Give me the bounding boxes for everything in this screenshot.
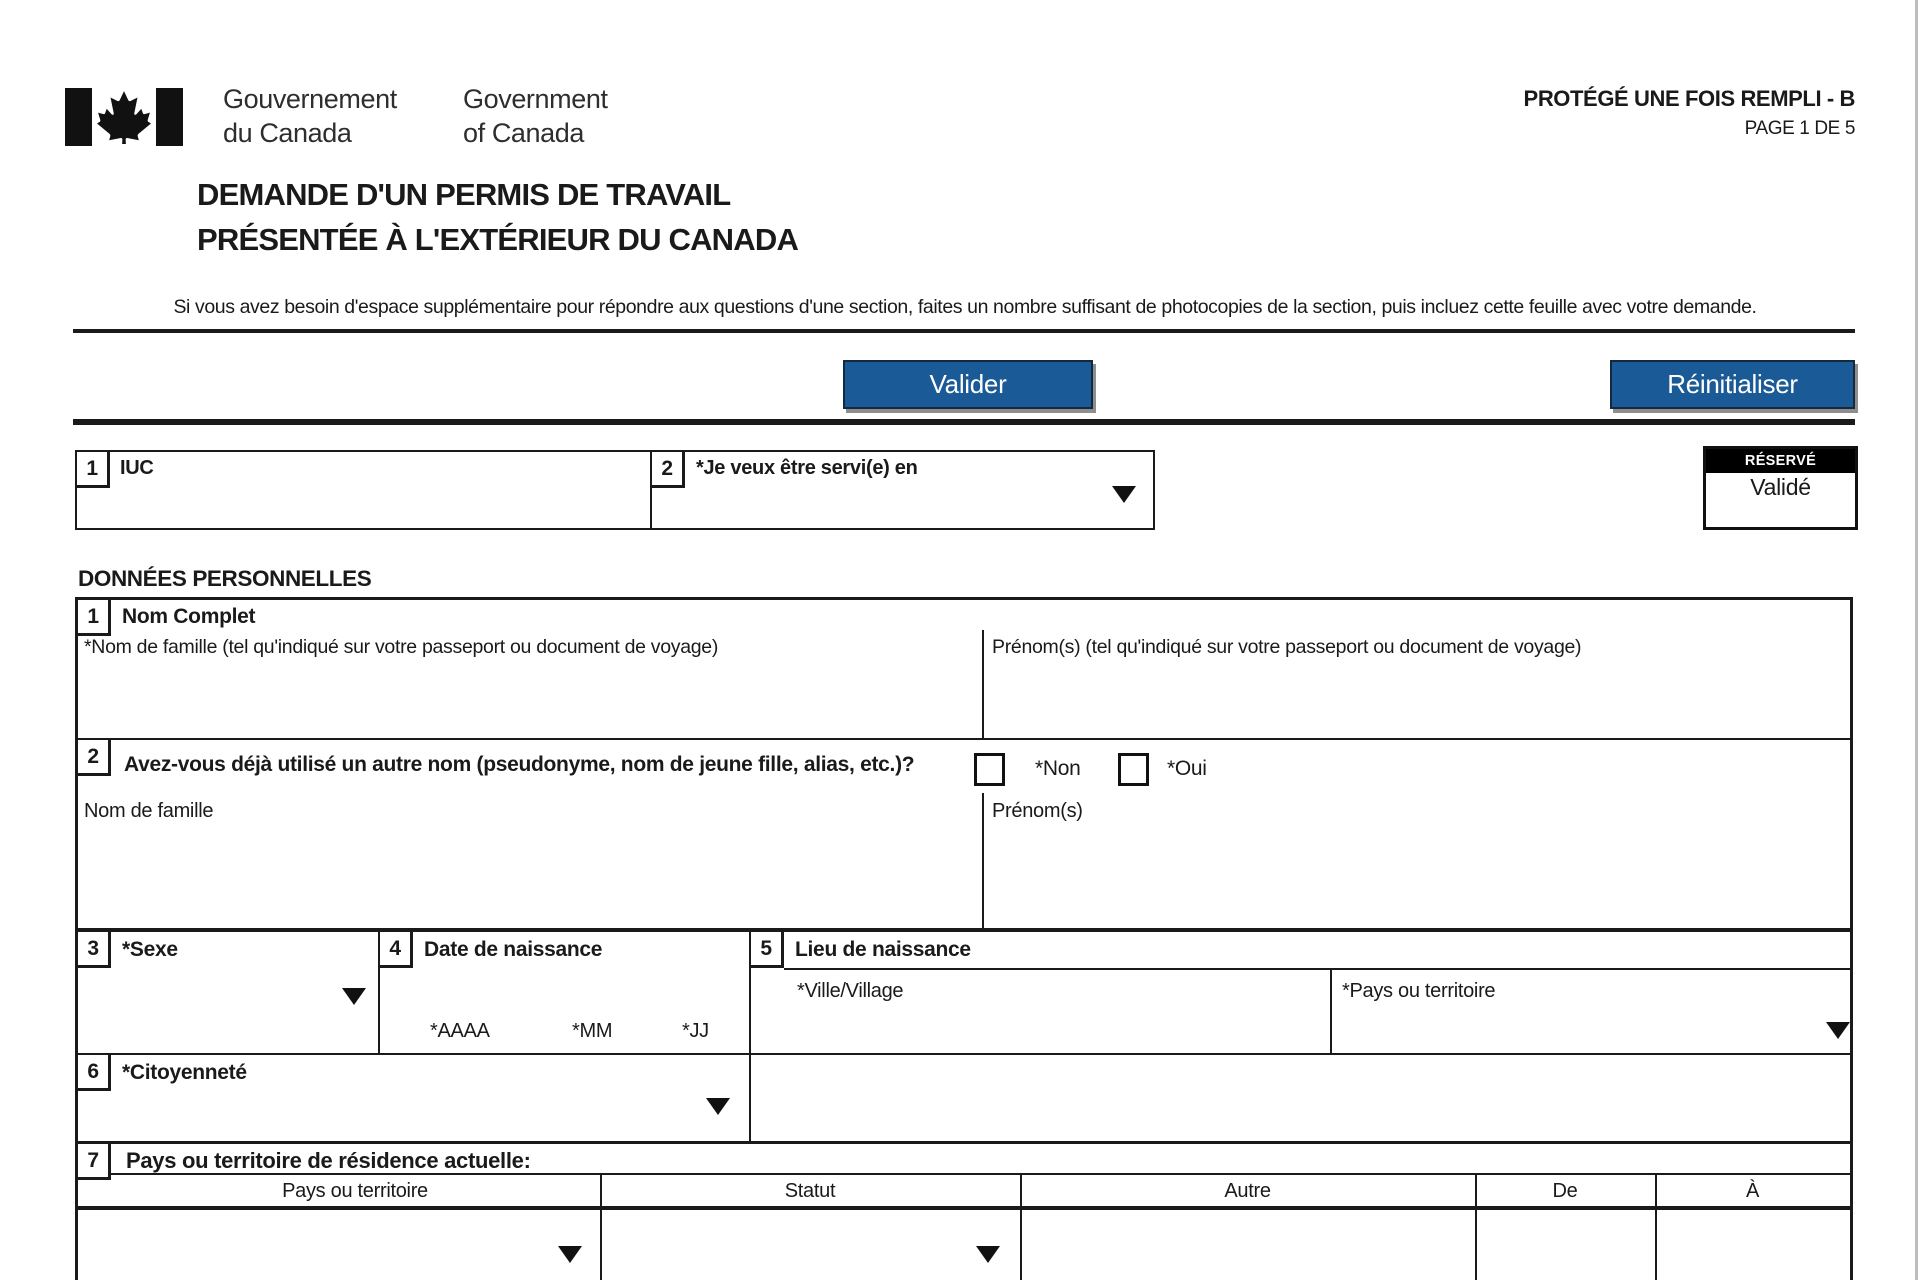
dob-month-label: *MM <box>572 1020 613 1042</box>
language-select[interactable] <box>654 470 1152 527</box>
citizenship-select[interactable] <box>80 1090 746 1138</box>
other-family-name-input[interactable] <box>80 830 978 925</box>
residence-label: Pays ou territoire de résidence actuelle: <box>126 1148 531 1173</box>
divider <box>75 1206 1853 1210</box>
field-number-badge: 3 <box>78 932 111 968</box>
section-title-personal-data: DONNÉES PERSONNELLES <box>78 566 372 591</box>
form-title-line1: DEMANDE D'UN PERMIS DE TRAVAIL <box>197 177 731 212</box>
wordmark-en-line2: of Canada <box>463 118 584 148</box>
form-title <box>197 172 798 262</box>
no-label: *Non <box>1035 757 1081 780</box>
form-title-line2: PRÉSENTÉE À L'EXTÉRIEUR DU CANADA <box>197 222 799 257</box>
column-header-status: Statut <box>784 1180 836 1202</box>
other-given-name-input[interactable] <box>986 830 1848 925</box>
divider <box>1020 1175 1022 1280</box>
place-of-birth-label: Lieu de naissance <box>795 938 971 961</box>
other-name-yes-checkbox[interactable] <box>1118 753 1149 786</box>
dropdown-arrow-icon[interactable] <box>342 988 366 1005</box>
dob-day-input[interactable] <box>668 960 743 1016</box>
divider <box>1850 597 1853 1280</box>
divider <box>75 1141 1853 1144</box>
date-of-birth-label: Date de naissance <box>424 938 603 961</box>
dob-year-label: *AAAA <box>430 1020 490 1042</box>
divider <box>982 793 984 928</box>
dropdown-arrow-icon[interactable] <box>1826 1022 1850 1039</box>
family-name-label: *Nom de famille (tel qu'indiqué sur votre passeport ou document de voyage) <box>84 636 719 658</box>
dropdown-arrow-icon[interactable] <box>1112 486 1136 503</box>
column-header-other: Autre <box>1224 1180 1271 1202</box>
divider <box>600 1175 602 1280</box>
canada-flag-icon <box>65 88 183 146</box>
other-name-no-checkbox[interactable] <box>974 753 1005 786</box>
reserved-header: RÉSERVÉ <box>1706 449 1855 473</box>
other-given-name-label: Prénom(s) <box>992 800 1083 822</box>
birth-country-label: *Pays ou territoire <box>1342 980 1496 1002</box>
divider <box>1475 1175 1477 1280</box>
divider <box>75 928 1853 932</box>
reset-button[interactable]: Réinitialiser <box>1610 360 1855 409</box>
maple-leaf-icon <box>94 90 154 144</box>
wordmark-en-line1: Government <box>463 84 608 114</box>
divider <box>73 329 1855 333</box>
dob-month-input[interactable] <box>552 960 652 1016</box>
residence-other-input[interactable] <box>1024 1212 1473 1280</box>
flag-left-bar <box>65 88 92 146</box>
field-number-badge: 6 <box>78 1055 111 1091</box>
residence-status-select[interactable] <box>604 1212 1018 1280</box>
divider <box>75 738 1853 740</box>
yes-label: *Oui <box>1167 757 1207 780</box>
dropdown-arrow-icon[interactable] <box>706 1098 730 1115</box>
divider <box>75 1053 1853 1055</box>
instruction-text: Si vous avez besoin d'espace supplémentaire pour répondre aux questions d'une section, faites un nombre suffisant de photocopies de la section, puis incluez cette feuille avec votre demande. <box>173 296 1757 318</box>
city-village-label: *Ville/Village <box>797 980 904 1002</box>
field-number-badge: 2 <box>652 452 685 488</box>
sex-select[interactable] <box>80 968 376 1052</box>
field-number-badge: 5 <box>751 932 784 968</box>
flag-right-bar <box>156 88 183 146</box>
protected-label: PROTÉGÉ UNE FOIS REMPLI - B <box>1523 86 1855 111</box>
divider <box>982 630 984 738</box>
dropdown-arrow-icon[interactable] <box>976 1246 1000 1263</box>
divider <box>749 1055 751 1141</box>
column-header-country: Pays ou territoire <box>282 1180 428 1202</box>
column-header-to: À <box>1745 1180 1760 1202</box>
wordmark-fr-line1: Gouvernement <box>223 84 397 114</box>
field-number-badge: 4 <box>380 932 413 968</box>
citizenship-label: *Citoyenneté <box>122 1061 247 1084</box>
sex-label: *Sexe <box>122 938 178 961</box>
dropdown-arrow-icon[interactable] <box>558 1246 582 1263</box>
field-number-badge: 2 <box>78 740 111 776</box>
field-number-badge: 7 <box>78 1144 111 1180</box>
field-number-badge: 1 <box>77 452 110 488</box>
iuc-label: IUC <box>120 457 154 479</box>
dob-year-input[interactable] <box>400 960 530 1016</box>
birth-country-select[interactable] <box>1334 1008 1848 1052</box>
page-number-label: PAGE 1 DE 5 <box>1744 118 1855 139</box>
reserved-box <box>1703 446 1858 530</box>
wordmark-english <box>463 82 608 150</box>
dob-day-label: *JJ <box>682 1020 709 1042</box>
other-family-name-label: Nom de famille <box>84 800 214 822</box>
field-number-badge: 1 <box>78 600 111 636</box>
divider <box>1655 1175 1657 1280</box>
iuc-input[interactable] <box>80 492 645 526</box>
residence-from-input[interactable] <box>1479 1212 1653 1280</box>
full-name-label: Nom Complet <box>122 605 256 628</box>
wordmark-fr-line2: du Canada <box>223 118 352 148</box>
residence-to-input[interactable] <box>1659 1212 1848 1280</box>
divider <box>75 597 1853 600</box>
given-name-input[interactable] <box>986 662 1848 736</box>
family-name-input[interactable] <box>80 662 978 736</box>
given-name-label: Prénom(s) (tel qu'indiqué sur votre passeport ou document de voyage) <box>992 636 1582 658</box>
divider <box>784 968 1850 970</box>
validated-status: Validé <box>1750 474 1811 500</box>
divider <box>1330 968 1332 1053</box>
wordmark-french <box>223 82 397 150</box>
divider <box>73 419 1855 425</box>
other-name-question: Avez-vous déjà utilisé un autre nom (pseudonyme, nom de jeune fille, alias, etc.)? <box>124 753 915 776</box>
security-classification-block <box>1200 86 1855 140</box>
validate-button[interactable]: Valider <box>843 360 1093 409</box>
page-edge-line <box>1915 0 1918 1280</box>
column-header-from: De <box>1552 1180 1578 1202</box>
divider <box>75 1173 1853 1175</box>
residence-country-select[interactable] <box>80 1212 598 1280</box>
language-label: *Je veux être servi(e) en <box>696 457 918 479</box>
city-village-input[interactable] <box>786 1008 1326 1052</box>
